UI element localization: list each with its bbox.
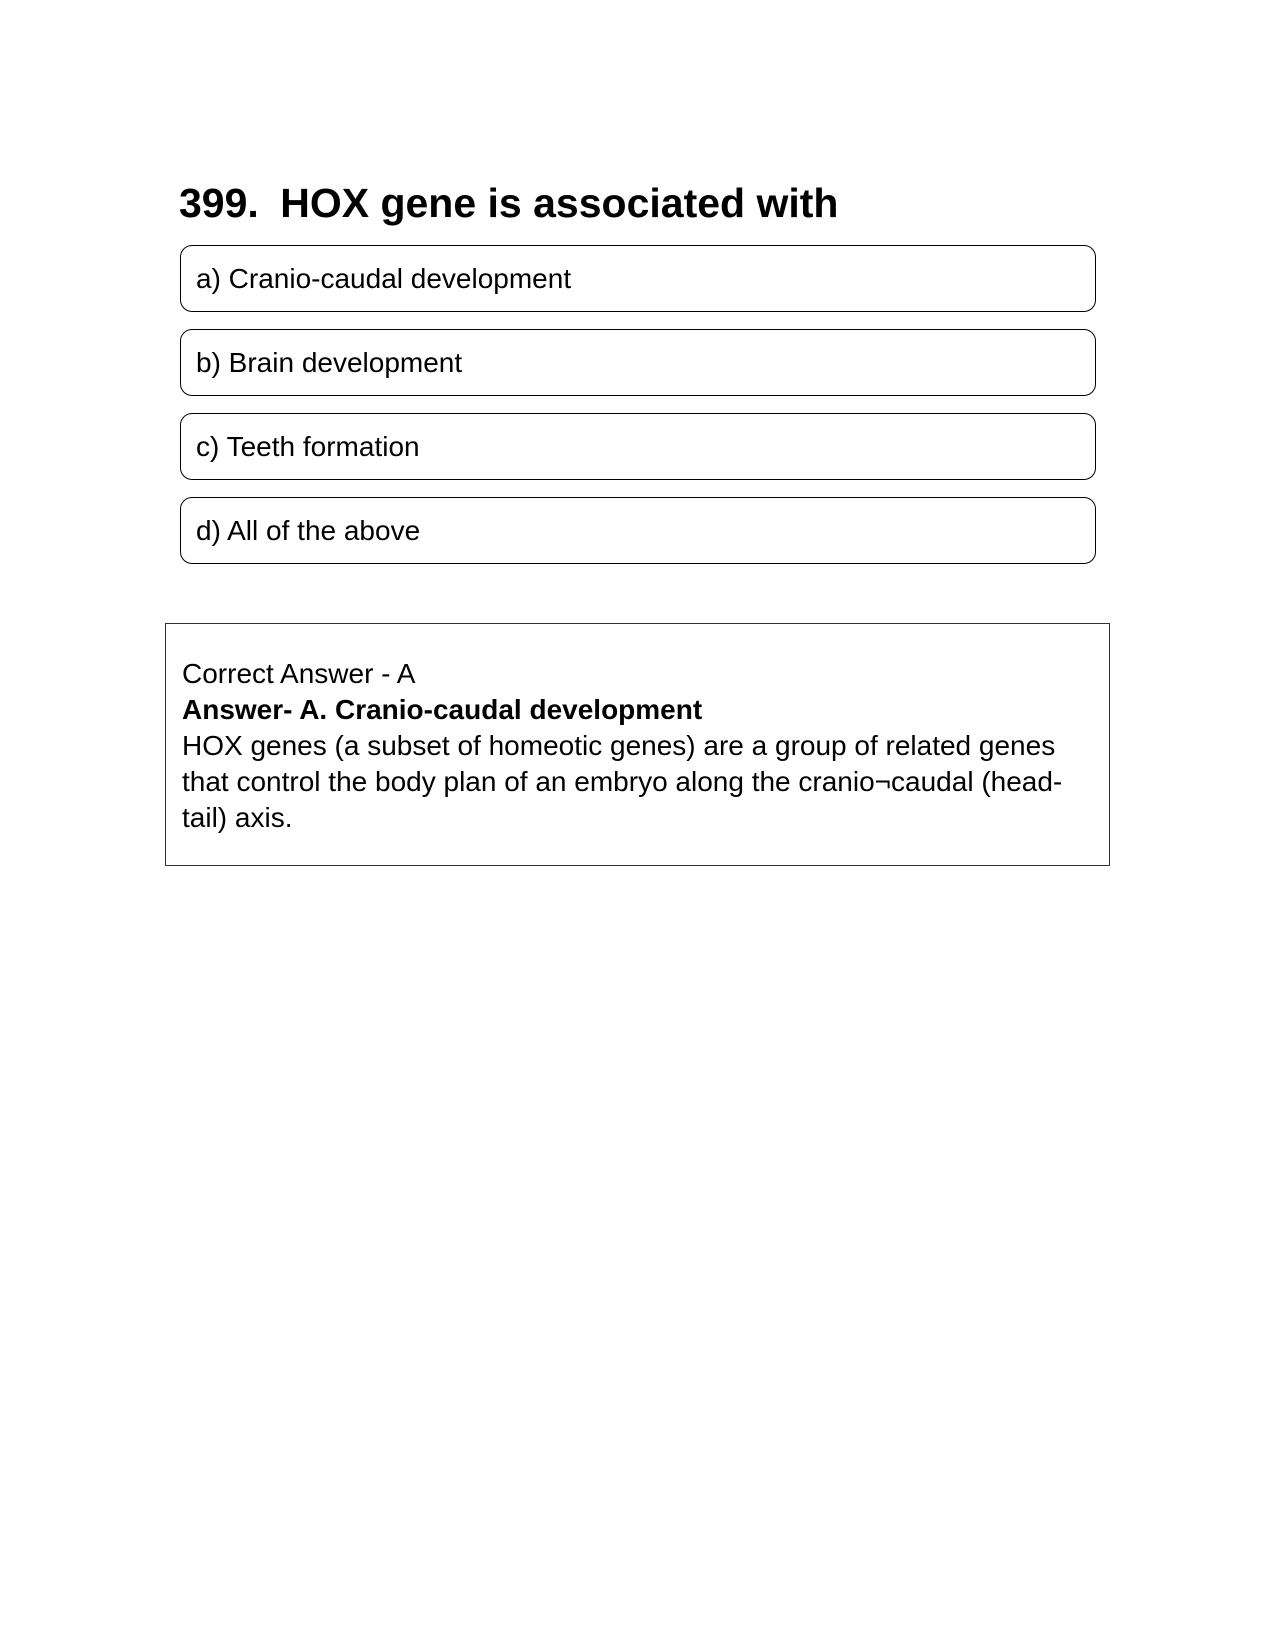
option-d[interactable] <box>180 497 1096 564</box>
option-c-label: c) Teeth formation <box>196 430 420 462</box>
answer-heading: Answer- A. Cranio-caudal development <box>182 694 703 725</box>
question-heading <box>179 178 838 228</box>
option-c[interactable] <box>180 413 1096 480</box>
option-a-label: a) Cranio-caudal development <box>196 262 572 294</box>
option-b-label: b) Brain development <box>196 346 463 378</box>
answer-explanation: HOX genes (a subset of homeotic genes) are a group of related genes that control the body plan of an embryo along the cranio¬caudal (head-tail) axis. <box>182 730 1063 833</box>
correct-answer: Correct Answer - A <box>182 658 416 689</box>
option-d-label: d) All of the above <box>196 514 421 546</box>
option-a[interactable] <box>180 245 1096 312</box>
question-number: 399. <box>179 180 259 226</box>
option-b[interactable] <box>180 329 1096 396</box>
answer-box <box>165 623 1110 866</box>
question-text: HOX gene is associated with <box>280 180 839 226</box>
